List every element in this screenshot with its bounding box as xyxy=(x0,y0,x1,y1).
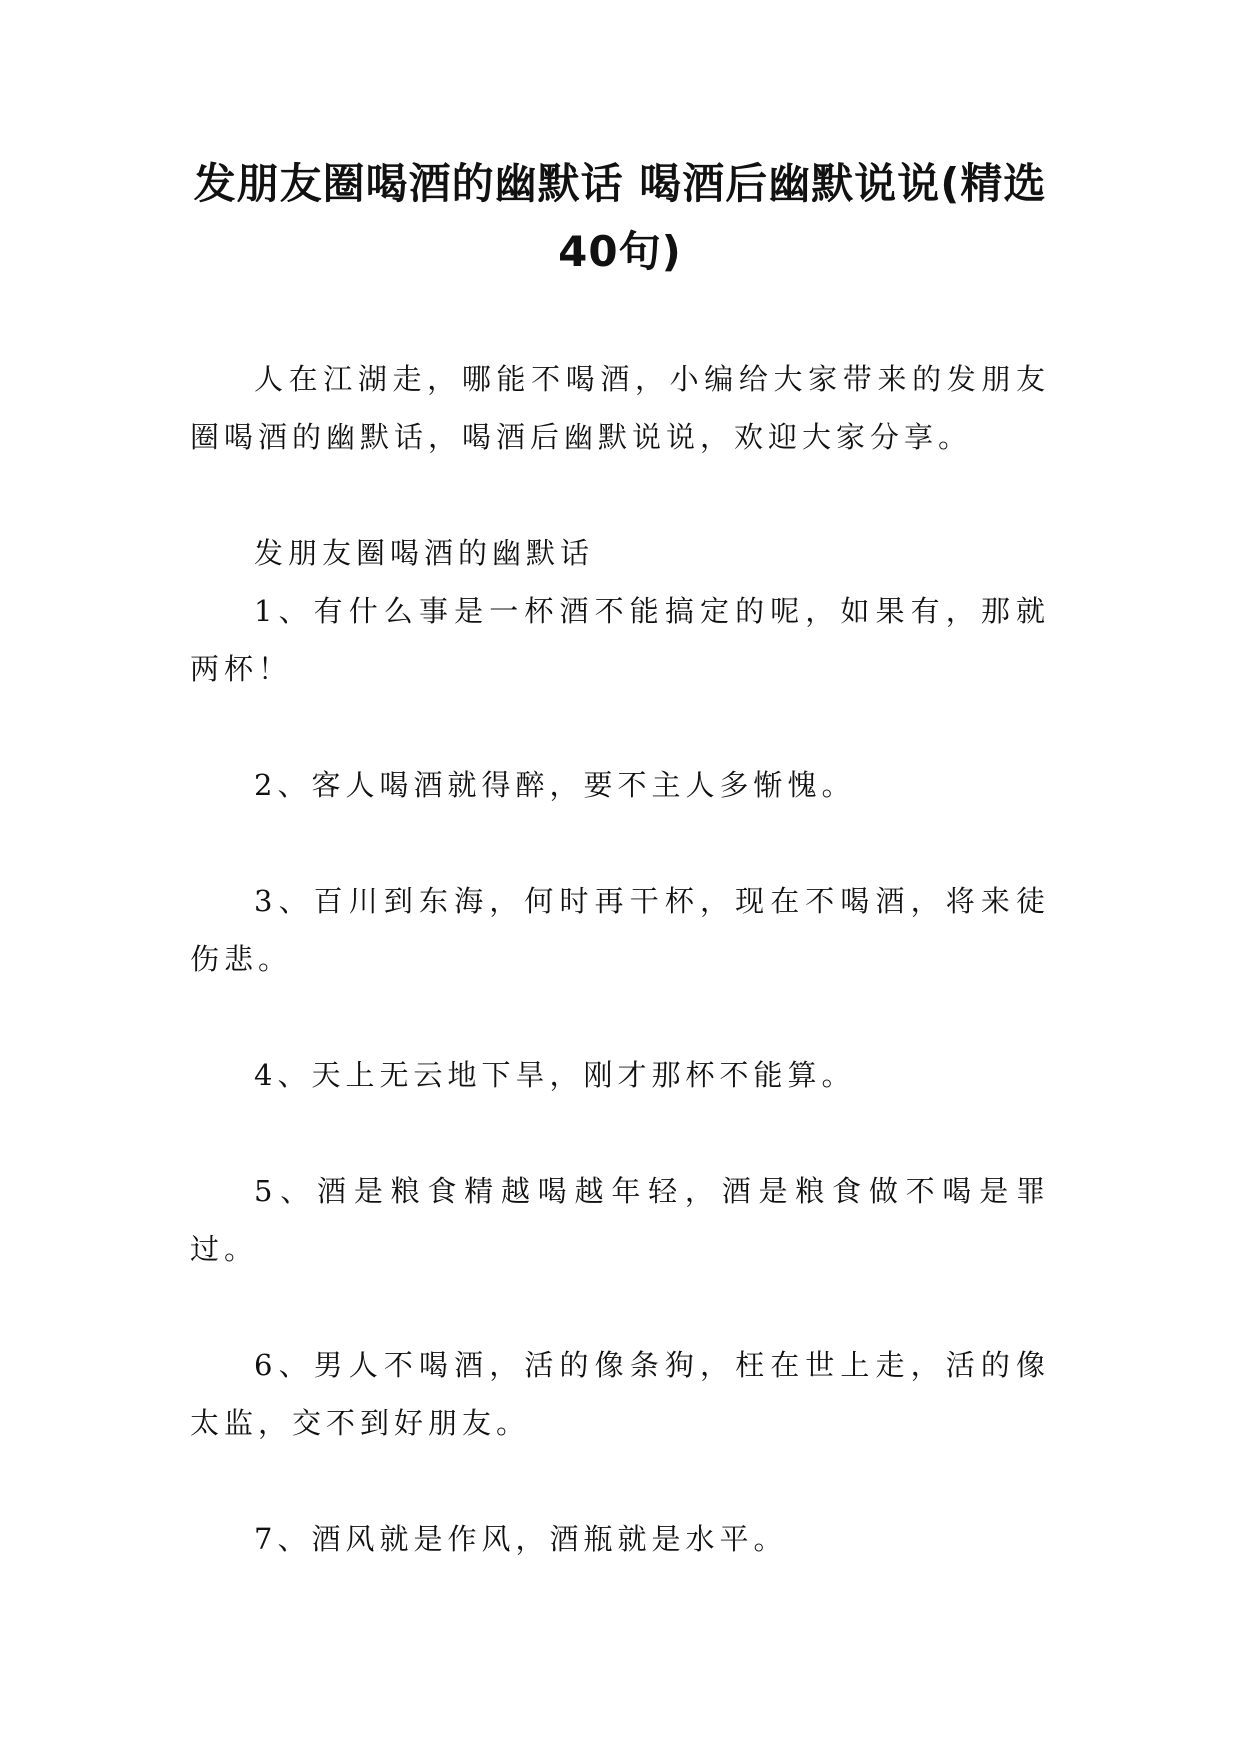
list-item: 4、天上无云地下旱，刚才那杯不能算。 xyxy=(254,1058,856,1092)
list-item: 6、男人不喝酒，活的像条狗，枉在世上走，活的像太监，交不到好朋友。 xyxy=(190,1348,1050,1440)
list-item: 3、百川到东海，何时再干杯，现在不喝酒，将来徒伤悲。 xyxy=(190,884,1050,976)
list-item: 2、客人喝酒就得醉，要不主人多惭愧。 xyxy=(254,768,856,802)
list-item: 1、有什么事是一杯酒不能搞定的呢，如果有，那就两杯！ xyxy=(190,594,1050,686)
list-item: 5、酒是粮食精越喝越年轻，酒是粮食做不喝是罪过。 xyxy=(190,1174,1050,1266)
intro-paragraph: 人在江湖走，哪能不喝酒，小编给大家带来的发朋友圈喝酒的幽默话，喝酒后幽默说说，欢迎大家分享。 xyxy=(190,362,1050,454)
document-title: 发朋友圈喝酒的幽默话 喝酒后幽默说说(精选40句) xyxy=(193,159,1047,276)
list-item: 7、酒风就是作风，酒瓶就是水平。 xyxy=(254,1522,788,1556)
section-heading: 发朋友圈喝酒的幽默话 xyxy=(254,536,595,570)
document-body xyxy=(190,350,1050,1626)
